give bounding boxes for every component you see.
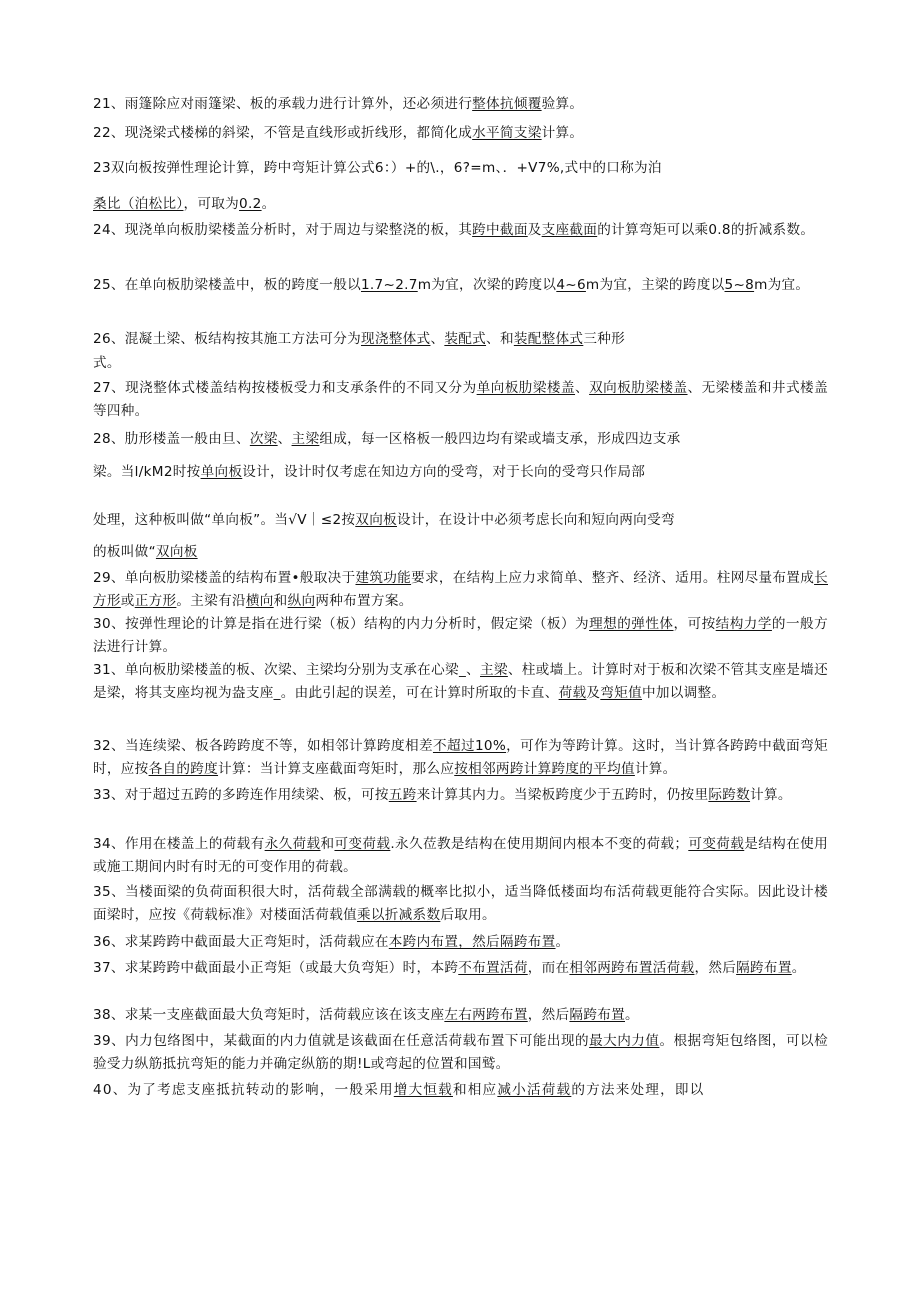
item-28-line3: 处理，这种板叫做“单向板”。当√V｜≤2按双向板设计，在设计中必须考虑长向和短向两向受弯 <box>93 512 675 528</box>
item-32: 32、当连续梁、板各跨跨度不等，如相邻计算跨度相差不超过10%，可作为等跨计算。这时，当计算各跨跨中截面弯矩时，应按各自的跨度计算：当计算支座截面弯矩时，那么应按相邻两跨计算跨度的平均值计算。 <box>93 738 829 777</box>
item-25: 25、在单向板肋梁楼盖中，板的跨度一般以1.7~2.7m为宜，次梁的跨度以4~6m为宜，主梁的跨度以5~8m为宜。 <box>93 277 810 293</box>
item-23-line1: 23双向板按弹性理论计算，跨中弯矩计算公式6：）+的\.，6?=m、．+V7%,式中的口称为泊 <box>93 160 662 176</box>
item-33: 33、对于超过五跨的多跨连作用续梁、板，可按五跨来计算其内力。当梁板跨度少于五跨时，仍按里际跨数计算。 <box>93 787 792 803</box>
item-28-line4: 的板叫做“双向板 <box>93 544 198 560</box>
item-23-line2: 桑比（泊松比），可取为0.2。 <box>93 196 276 212</box>
item-38: 38、求某一支座截面最大负弯矩时，活荷载应该在该支座左右两跨布置，然后隔跨布置。 <box>93 1007 639 1023</box>
item-35: 35、当楼面梁的负荷面积很大时，活荷载全部满载的概率比拟小，适当降低楼面均布活荷载更能符合实际。因此设计楼面梁时，应按《荷载标准》对楼面活荷载值乘以折减系数后取用。 <box>93 884 828 923</box>
item-34: 34、作用在楼盖上的荷载有永久荷载和可变荷载.永久莅教是结构在使用期间内根本不变的荷载；可变荷载是结构在使用或施工期间内时有时无的可变作用的荷载。 <box>93 836 828 875</box>
item-36: 36、求某跨跨中截面最大正弯矩时，活荷载应在本跨内布置，然后隔跨布置。 <box>93 934 570 950</box>
item-37: 37、求某跨跨中截面最小正弯矩（或最大负弯矩）时，本跨不布置活荷，而在相邻两跨布置活荷载，然后隔跨布置。 <box>93 960 806 976</box>
item-29: 29、单向板肋梁楼盖的结构布置•般取决于建筑功能要求，在结构上应力求简单、整齐、经济、适用。柱网尽量布置成长方形或正方形。主梁有沿横向和纵向两种布置方案。 <box>93 570 828 609</box>
item-27: 27、现浇整体式楼盖结构按楼板受力和支承条件的不同又分为单向板肋梁楼盖、双向板肋梁楼盖、无梁楼盖和井式楼盖等四种。 <box>93 380 828 419</box>
item-21: 21、雨篷除应对雨篷梁、板的承载力进行计算外，还必须进行整体抗倾覆验算。 <box>93 96 584 112</box>
item-40: 40、为了考虑支座抵抗转动的影响，一般采用增大恒载和相应减小活荷载的方法来处理，即以 <box>93 1082 705 1098</box>
item-28-line1: 28、肋形楼盖一般由旦、次梁、主梁组成，每一区格板一般四边均有梁或墙支承，形成四边支承 <box>93 431 681 447</box>
item-26-line2: 式。 <box>93 355 121 371</box>
item-22: 22、现浇梁式楼梯的斜梁，不管是直线形或折线形，都简化成水平简支梁计算。 <box>93 125 584 141</box>
item-26-line1: 26、混凝土梁、板结构按其施工方法可分为现浇整体式、装配式、和装配整体式三种形 <box>93 331 625 347</box>
item-24: 24、现浇单向板肋梁楼盖分析时，对于周边与梁整浇的板，其跨中截面及支座截面的计算弯矩可以乘0.8的折减系数。 <box>93 222 815 238</box>
item-28-line2: 梁。当l/kM2时按单向板设计，设计时仅考虑在知边方向的受弯，对于长向的受弯只作局部 <box>93 464 646 480</box>
item-39: 39、内力包络图中，某截面的内力值就是该截面在任意活荷载布置下可能出现的最大内力值。根据弯矩包络图，可以检验受力纵筋抵抗弯矩的能力并确定纵筋的期!L或弯起的位置和国鹫。 <box>93 1033 828 1072</box>
item-30: 30、按弹性理论的计算是指在进行梁（板）结构的内力分析时，假定梁（板）为理想的弹性体，可按结构力学的一般方法进行计算。 <box>93 616 828 655</box>
item-31: 31、单向板肋梁楼盖的板、次梁、主梁均分别为支承在心梁_、主梁、柱或墙上。计算时对于板和次梁不管其支座是墙还是梁，将其支座均视为盎支座_。由此引起的误差，可在计算时所取的卡直、荷载及弯矩值中加以调整。 <box>93 662 828 701</box>
